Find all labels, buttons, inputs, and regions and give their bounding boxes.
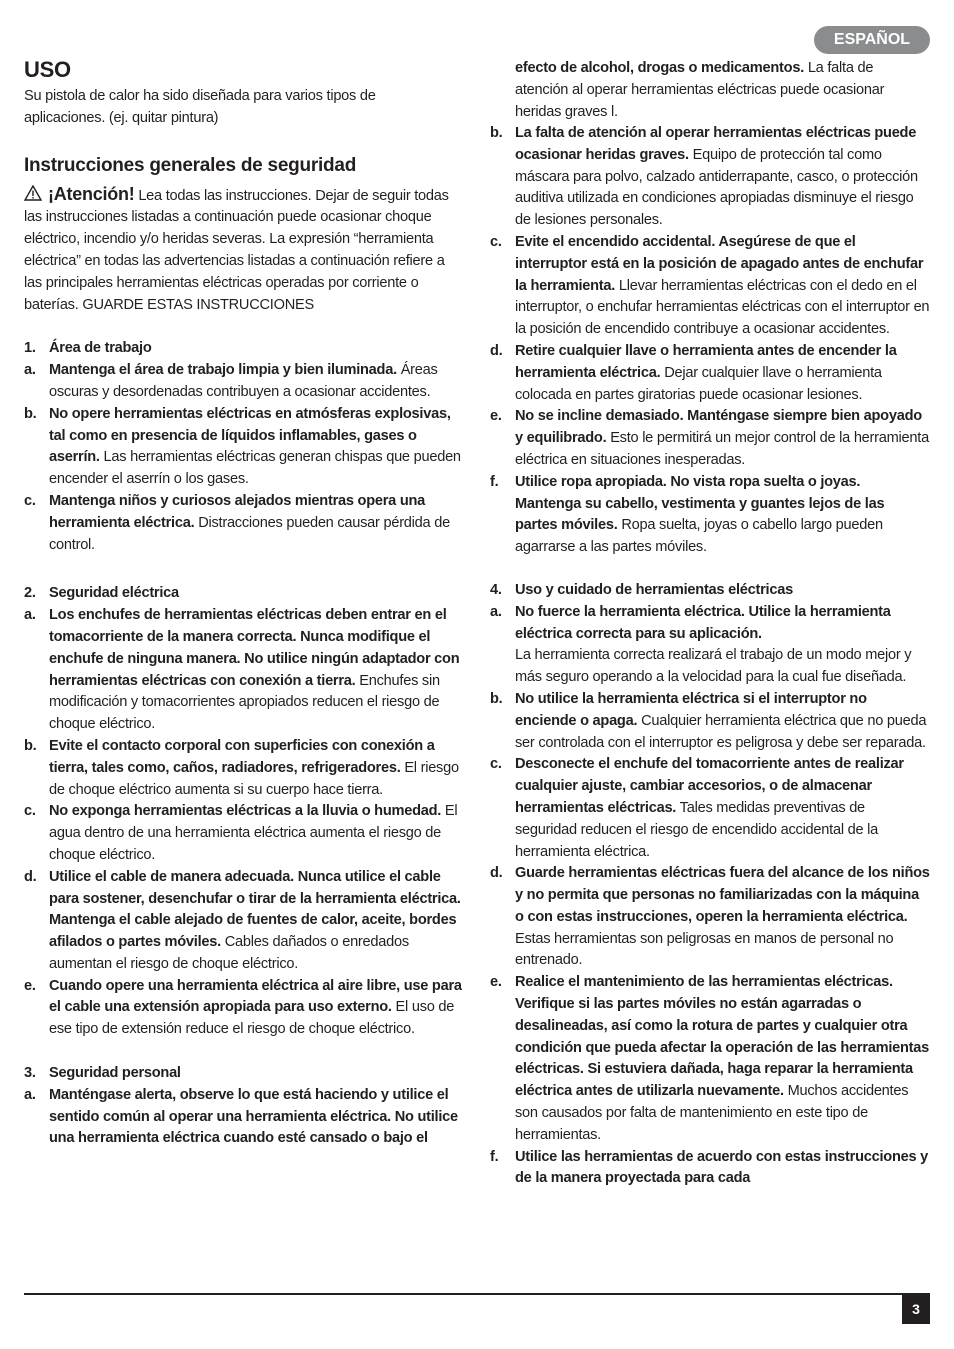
item-text: Enchufes sin modificación y tomacorrientes apropiados reducen el riesgo de choque eléctrico. xyxy=(49,672,440,733)
item-label: c. xyxy=(24,492,36,509)
item-label: a. xyxy=(490,603,502,620)
list-item xyxy=(490,689,930,754)
list-item xyxy=(490,123,930,232)
right-column xyxy=(490,58,930,1190)
item-bold: Manténgase alerta, observe lo que está haciendo y utilice el sentido común al operar una herramienta eléctrica. No utilice una herramienta eléctrica cuando esté cansado o bajo el xyxy=(49,1086,458,1147)
item-label: f. xyxy=(490,1148,499,1165)
item-label: e. xyxy=(490,974,502,991)
list-item xyxy=(490,754,930,863)
section-personal-safety xyxy=(24,1063,464,1150)
item-label: c. xyxy=(24,803,36,820)
warning-paragraph xyxy=(24,184,464,317)
item-text: Dejar cualquier llave o herramienta colocada en partes giratorias puede ocasionar lesiones. xyxy=(515,364,882,403)
section-number: 4. xyxy=(490,581,502,598)
item-text: Estas herramientas son peligrosas en manos de personal no entrenado. xyxy=(515,930,894,969)
item-bold: No opere herramientas eléctricas en atmósferas explosivas, tal como en presencia de líquidos inflamables, gases o aserrín. xyxy=(49,405,451,466)
item-text: Cables dañados o enredados aumentan el riesgo de choque eléctrico. xyxy=(49,934,409,972)
item-label: a. xyxy=(24,362,36,379)
item-label: d. xyxy=(490,342,503,359)
list-item xyxy=(24,605,464,736)
item-text: Distracciones pueden causar pérdida de control. xyxy=(49,514,450,553)
section-number: 3. xyxy=(24,1065,36,1082)
item-label: b. xyxy=(490,690,503,707)
item-text: La herramienta correcta realizará el trabajo de un modo mejor y más seguro operando a la velocidad para la cual fue diseñada. xyxy=(515,647,912,686)
item-text: Muchos accidentes son causados por falta de mantenimiento en este tipo de herramientas. xyxy=(515,1083,909,1143)
item-label: c. xyxy=(490,756,502,773)
item-bold: No fuerce la herramienta eléctrica. Utilice la herramienta eléctrica correcta para su aplicación. xyxy=(515,603,891,642)
item-label: d. xyxy=(490,865,503,882)
section-title: Seguridad personal xyxy=(49,1065,181,1082)
item-text: Ropa suelta, joyas o cabello largo pueden agarrarse a las partes móviles. xyxy=(515,517,883,556)
item-bold: No utilice la herramienta eléctrica si el interruptor no enciende o apaga. xyxy=(515,690,867,729)
item-text: Tales medidas preventivas de seguridad reducen el riesgo de encendido accidental de la herramienta eléctrica. xyxy=(515,799,879,860)
item-bold: Utilice ropa apropiada. No vista ropa suelta o joyas. Mantenga su cabello, vestimenta y guantes lejos de las partes móviles. xyxy=(515,473,885,534)
section-tool-use-care xyxy=(490,580,930,1190)
item-label: a. xyxy=(24,607,36,624)
list-item xyxy=(490,472,930,559)
item-text: Equipo de protección tal como máscara para polvo, calzado antiderrapante, casco, o protección auditiva utilizada en condiciones apropiadas disminuye el riesgo de lesiones personales. xyxy=(515,146,918,229)
item-bold: efecto de alcohol, drogas o medicamentos. xyxy=(515,60,804,77)
item-bold: Mantenga el área de trabajo limpia y bien iluminada. xyxy=(49,362,397,379)
uso-text: Su pistola de calor ha sido diseñada para varios tipos de aplicaciones. (ej. quitar pintura) xyxy=(24,88,376,126)
section-electrical-safety xyxy=(24,583,464,1041)
list-item xyxy=(490,341,930,406)
item-text: Las herramientas eléctricas generan chispas que pueden encender el aserrín o los gases. xyxy=(49,449,461,488)
section-work-area xyxy=(24,338,464,556)
language-badge: ESPAÑOL xyxy=(814,26,930,54)
item-text: El uso de ese tipo de extensión reduce el riesgo de choque eléctrico. xyxy=(49,999,455,1038)
item-bold: Evite el encendido accidental. Asegúrese de que el interruptor está en la posición de apagado antes de enchufar la herramienta. xyxy=(515,233,924,294)
item-bold: Desconecte el enchufe del tomacorriente antes de realizar cualquier ajuste, cambiar accesorios, o de almacenar herramientas eléctricas. xyxy=(515,756,904,816)
warning-text: Lea todas las instrucciones. Dejar de seguir todas las instrucciones listadas a continuación puede ocasionar choque eléctrico, incendio y/o heridas severas. La expresión “herramienta eléctrica” en todas las advertencias listadas a continuación refiere a las principales herramientas eléctricas operadas por corriente o baterías. GUARDE ESTAS INSTRUCCIONES xyxy=(24,187,449,313)
warning-triangle-icon xyxy=(24,185,42,201)
item-bold: Evite el contacto corporal con superficies con conexión a tierra, tales como, caños, radiadores, refrigeradores. xyxy=(49,737,435,776)
list-item xyxy=(490,1147,930,1191)
item-label: a. xyxy=(24,1086,36,1103)
list-item xyxy=(490,232,930,341)
item-text: Áreas oscuras y desordenadas contribuyen a ocasionar accidentes. xyxy=(49,362,438,400)
section-title: Uso y cuidado de herramientas eléctricas xyxy=(515,581,793,598)
item-label: b. xyxy=(24,737,37,754)
item-bold: Realice el mantenimiento de las herramientas eléctricas. Verifique si las partes móviles no están agarradas o desalineadas, así como la rotura de partes y cualquier otra condición que pueda afectar la operación de las herramientas eléctricas. Si estuviera dañada, haga reparar la herramienta eléctrica antes de utilizarla nuevamente. xyxy=(515,974,930,1100)
item-bold: La falta de atención al operar herramientas eléctricas puede ocasionar heridas graves. xyxy=(515,125,917,163)
item-bold: Guarde herramientas eléctricas fuera del alcance de los niños y no permita que personas no familiarizadas con la máquina o con estas instrucciones, operen la herramienta eléctrica. xyxy=(515,865,930,925)
item-text: El agua dentro de una herramienta eléctrica aumenta el riesgo de choque eléctrico. xyxy=(49,803,458,863)
item-label: b. xyxy=(490,125,503,141)
item-text: Esto le permitirá un mejor control de la herramienta eléctrica en situaciones inesperadas. xyxy=(515,430,929,468)
item-bold: No exponga herramientas eléctricas a la lluvia o humedad. xyxy=(49,803,442,820)
list-item xyxy=(490,602,930,689)
item-bold: Retire cualquier llave o herramienta antes de encender la herramienta eléctrica. xyxy=(515,342,897,381)
item-label: b. xyxy=(24,405,37,422)
list-item xyxy=(24,976,464,1041)
item-label: e. xyxy=(490,408,502,425)
item-label: e. xyxy=(24,977,36,994)
item-text: Llevar herramientas eléctricas con el dedo en el interruptor, o enchufar herramientas eléctricas con el interruptor en la posición de encendido contribuye a ocasionar accidentes. xyxy=(515,277,930,338)
item-bold: Los enchufes de herramientas eléctricas deben entrar en el tomacorriente de la manera correcta. Nunca modifique el enchufe de ninguna manera. No utilice ningún adaptador con herramientas eléctricas con conexión a tierra. xyxy=(49,607,460,689)
item-bold: Utilice las herramientas de acuerdo con estas instrucciones y de la manera proyectada para cada xyxy=(515,1148,929,1187)
uso-heading: USO xyxy=(24,57,71,82)
item-bold: Mantenga niños y curiosos alejados mientras opera una herramienta eléctrica. xyxy=(49,492,426,531)
section-number: 2. xyxy=(24,585,36,602)
section-title: Área de trabajo xyxy=(49,340,152,357)
safety-heading: Instrucciones generales de seguridad xyxy=(24,154,357,176)
list-item xyxy=(24,801,464,866)
item-bold: Utilice el cable de manera adecuada. Nunca utilice el cable para sostener, desenchufar o tirar de la herramienta eléctrica. Mantenga el cable alejado de fuentes de calor, aceite, bordes afilados o partes móviles. xyxy=(49,868,461,951)
item-label: c. xyxy=(490,233,502,250)
page-number: 3 xyxy=(902,1294,930,1324)
section-number: 1. xyxy=(24,340,36,357)
list-item xyxy=(24,404,464,491)
item-text: Cualquier herramienta eléctrica que no pueda ser controlada con el interruptor es peligrosa y debe ser reparada. xyxy=(515,712,927,751)
list-item xyxy=(490,972,930,1146)
list-item xyxy=(24,736,464,801)
list-item-continued xyxy=(490,58,930,123)
list-item xyxy=(490,863,930,972)
footer-rule xyxy=(24,1293,930,1295)
list-item xyxy=(490,406,930,471)
list-item xyxy=(24,491,464,556)
warning-title: ¡Atención! xyxy=(48,183,135,204)
item-bold: No se incline demasiado. Manténgase siempre bien apoyado y equilibrado. xyxy=(515,408,922,447)
item-label: d. xyxy=(24,868,37,885)
item-text: El riesgo de choque eléctrico aumenta si su cuerpo hace tierra. xyxy=(49,759,459,798)
left-column xyxy=(24,58,464,1150)
item-bold: Cuando opere una herramienta eléctrica al aire libre, use para el cable una extensión apropiada para uso externo. xyxy=(49,977,462,1016)
list-item xyxy=(24,867,464,976)
list-item xyxy=(24,1085,464,1150)
item-label: f. xyxy=(490,473,499,490)
section-title: Seguridad eléctrica xyxy=(49,585,179,602)
item-text: La falta de atención al operar herramientas eléctricas puede ocasionar heridas graves l. xyxy=(515,60,885,120)
list-item xyxy=(24,360,464,404)
